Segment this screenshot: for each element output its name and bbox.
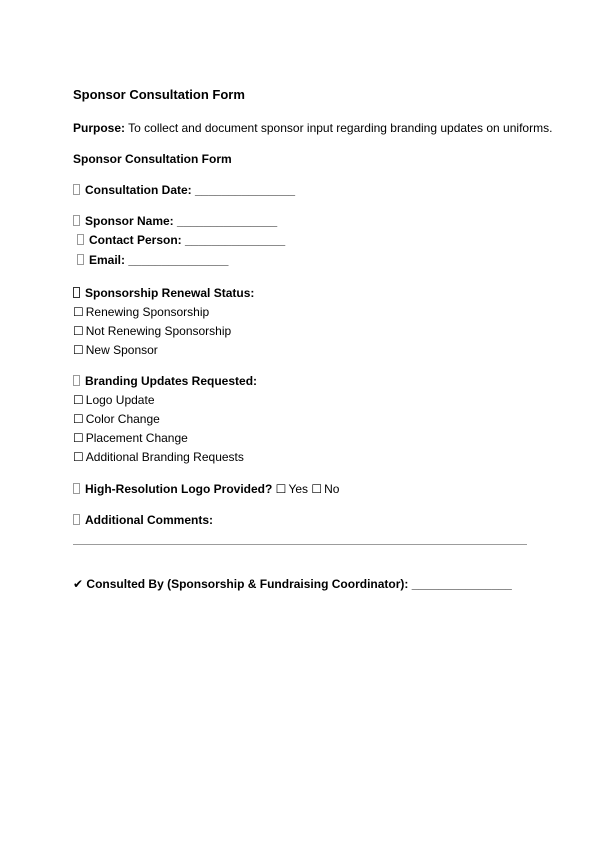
- checkbox-logo-yes[interactable]: ☐: [275, 482, 287, 496]
- purpose-line: [73, 121, 552, 135]
- checkbox-placement-change[interactable]: ☐: [73, 431, 84, 445]
- renewal-option-not-renewing[interactable]: [73, 324, 231, 338]
- checkbox-additional-branding[interactable]: ☐: [73, 450, 84, 464]
- checkbox-logo-update[interactable]: ☐: [73, 393, 84, 407]
- purpose-label: Purpose:: [73, 121, 126, 135]
- consulted-by-field[interactable]: [73, 577, 512, 591]
- branding-option-logo[interactable]: [73, 393, 155, 407]
- sponsor-name-field[interactable]: [73, 214, 277, 228]
- logo-yes-label: Yes: [288, 482, 309, 496]
- branding-option-label: Additional Branding Requests: [85, 450, 244, 464]
- checkbox-renewing[interactable]: ☐: [73, 305, 84, 319]
- checkbox-logo-no[interactable]: ☐: [311, 482, 323, 496]
- consultation-date-label: Consultation Date: _______________: [85, 183, 296, 197]
- renewal-status-label: Sponsorship Renewal Status:: [85, 286, 255, 300]
- renewal-status-heading: [73, 286, 254, 300]
- branding-updates-heading: [73, 374, 257, 388]
- contact-person-label: Contact Person: _______________: [89, 233, 286, 247]
- comment-icon: [73, 514, 80, 525]
- renewal-option-label: New Sponsor: [85, 343, 158, 357]
- branding-option-placement[interactable]: [73, 431, 188, 445]
- calendar-icon: [73, 184, 80, 195]
- email-field[interactable]: [77, 253, 228, 267]
- person-icon: [77, 234, 84, 245]
- contact-person-field[interactable]: [77, 233, 285, 247]
- branding-option-label: Color Change: [85, 412, 160, 426]
- checkbox-color-change[interactable]: ☐: [73, 412, 84, 426]
- palette-icon: [73, 375, 80, 386]
- consultation-date-field[interactable]: [73, 183, 295, 197]
- purpose-text: To collect and document sponsor input regarding branding updates on uniforms.: [128, 121, 553, 135]
- branding-option-label: Logo Update: [85, 393, 155, 407]
- logo-no-label: No: [324, 482, 340, 496]
- image-icon: [73, 483, 80, 494]
- logo-provided-line: [73, 482, 339, 496]
- email-icon: [77, 254, 84, 265]
- renewal-option-renewing[interactable]: [73, 305, 209, 319]
- renewal-option-new-sponsor[interactable]: [73, 343, 158, 357]
- building-icon: [73, 215, 80, 226]
- section-heading: Sponsor Consultation Form: [73, 152, 232, 166]
- branding-option-label: Placement Change: [85, 431, 188, 445]
- additional-comments-heading: [73, 513, 213, 527]
- logo-provided-question: High-Resolution Logo Provided?: [85, 482, 273, 496]
- comments-line-divider: [73, 544, 527, 545]
- checkmark-icon: ✔: [73, 577, 84, 591]
- consulted-by-label: Consulted By (Sponsorship & Fundraising Coordinator): _______________: [86, 577, 512, 591]
- renewal-option-label: Renewing Sponsorship: [85, 305, 210, 319]
- sponsor-name-label: Sponsor Name: _______________: [85, 214, 278, 228]
- renewal-option-label: Not Renewing Sponsorship: [85, 324, 232, 338]
- checkbox-not-renewing[interactable]: ☐: [73, 324, 84, 338]
- branding-option-color[interactable]: [73, 412, 160, 426]
- branding-option-additional[interactable]: [73, 450, 244, 464]
- additional-comments-label: Additional Comments:: [85, 513, 213, 527]
- checkbox-new-sponsor[interactable]: ☐: [73, 343, 84, 357]
- renewal-icon: [73, 287, 80, 298]
- branding-updates-label: Branding Updates Requested:: [85, 374, 258, 388]
- email-label: Email: _______________: [89, 253, 229, 267]
- page-title: Sponsor Consultation Form: [73, 87, 245, 102]
